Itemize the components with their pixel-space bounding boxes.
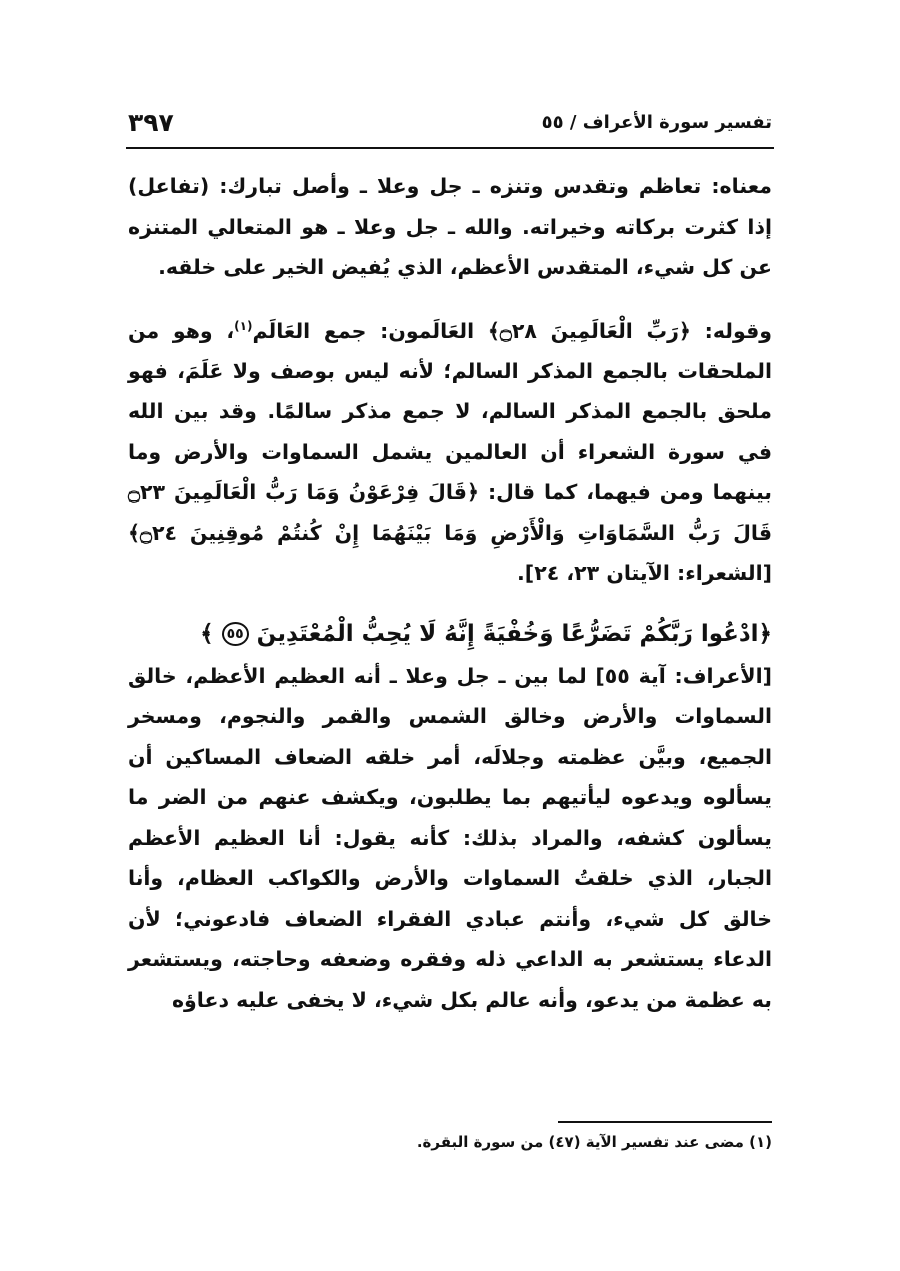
paragraph-2-intro: وقوله:: [704, 318, 772, 343]
paragraph-2-text: ، وهو من الملحقات بالجمع المذكر السالم؛ لأنه ليس بوصف ولا عَلَمَ، فهو ملحق بالجمع المذكر السالم، لا جمع مذكر سالمًا. وقد بين الله في سورة الشعراء أن العالمين يشمل السماوات والأرض وما بينهما ومن فيهما، كما قال:: [128, 318, 773, 505]
paragraph-2: [128, 306, 772, 594]
quran-citation: [الشعراء: الآيتان ٢٣، ٢٤].: [517, 561, 772, 586]
quran-quote-2: ﴿قَالَ فِرْعَوْنُ وَمَا رَبُّ الْعَالَمِينَ ۝٢٣ قَالَ رَبُّ السَّمَاوَاتِ وَالْأَرْضِ وَمَا بَيْنَهُمَا إِنْ كُنتُمْ مُوقِنِينَ ۝٢٤﴾: [128, 480, 772, 545]
footnote-reference: (١): [234, 318, 253, 333]
verse-close-bracket: ﴾: [200, 620, 214, 647]
page-number: ٣٩٧: [128, 108, 174, 137]
footnote-rule: [558, 1121, 772, 1123]
verse-number-mark: ٥٥: [222, 622, 249, 646]
page-body: [128, 166, 772, 1020]
footnote: (١) مضى عند تفسير الآية (٤٧) من سورة البقرة.: [416, 1133, 772, 1151]
verse-heading: [128, 612, 772, 656]
page-header: [128, 108, 772, 144]
header-rule: [126, 147, 774, 149]
paragraph-3: [الأعراف: آية ٥٥] لما بين ـ جل وعلا ـ أنه العظيم الأعظم، خالق السماوات والأرض وخالق الشمس والقمر والنجوم، ومسخر الجميع، وبيَّن عظمته وجلالَه، أمر خلقه الضعاف المساكين أن يسألوه ويدعوه ليأتيهم بما يطلبون، ويكشف عنهم من الضر ما يسألون كشفه، والمراد بذلك: كأنه يقول: أنا العظيم الأعظم الجبار، الذي خلقتُ السماوات والأرض والكواكب العظام، وأنا خالق كل شيء، وأنتم عبادي الفقراء الضعاف فادعوني؛ لأن الدعاء يستشعر به الداعي ذله وفقره وضعفه وحاجته، ويستشعر به عظمة من يدعو، وأنه عالم بكل شيء، لا يخفى عليه دعاؤه: [128, 663, 772, 1012]
quran-quote-1: ﴿رَبِّ الْعَالَمِينَ ۝٢٨﴾: [487, 318, 691, 343]
term-definition: العَالَمون: جمع العَالَم: [252, 318, 475, 343]
verse-text: ﴿ادْعُوا رَبَّكُمْ تَضَرُّعًا وَخُفْيَةً إِنَّهُ لَا يُحِبُّ الْمُعْتَدِينَ: [256, 620, 772, 647]
paragraph-1: معناه: تعاظم وتقدس وتنزه ـ جل وعلا ـ وأصل تبارك: (تفاعل) إذا كثرت بركاته وخيراته. والله ـ جل وعلا ـ هو المتعالي المتنزه عن كل شيء، المتقدس الأعظم، الذي يُفيض الخير على خلقه.: [128, 174, 772, 279]
running-title: تفسير سورة الأعراف / ٥٥: [541, 112, 772, 133]
